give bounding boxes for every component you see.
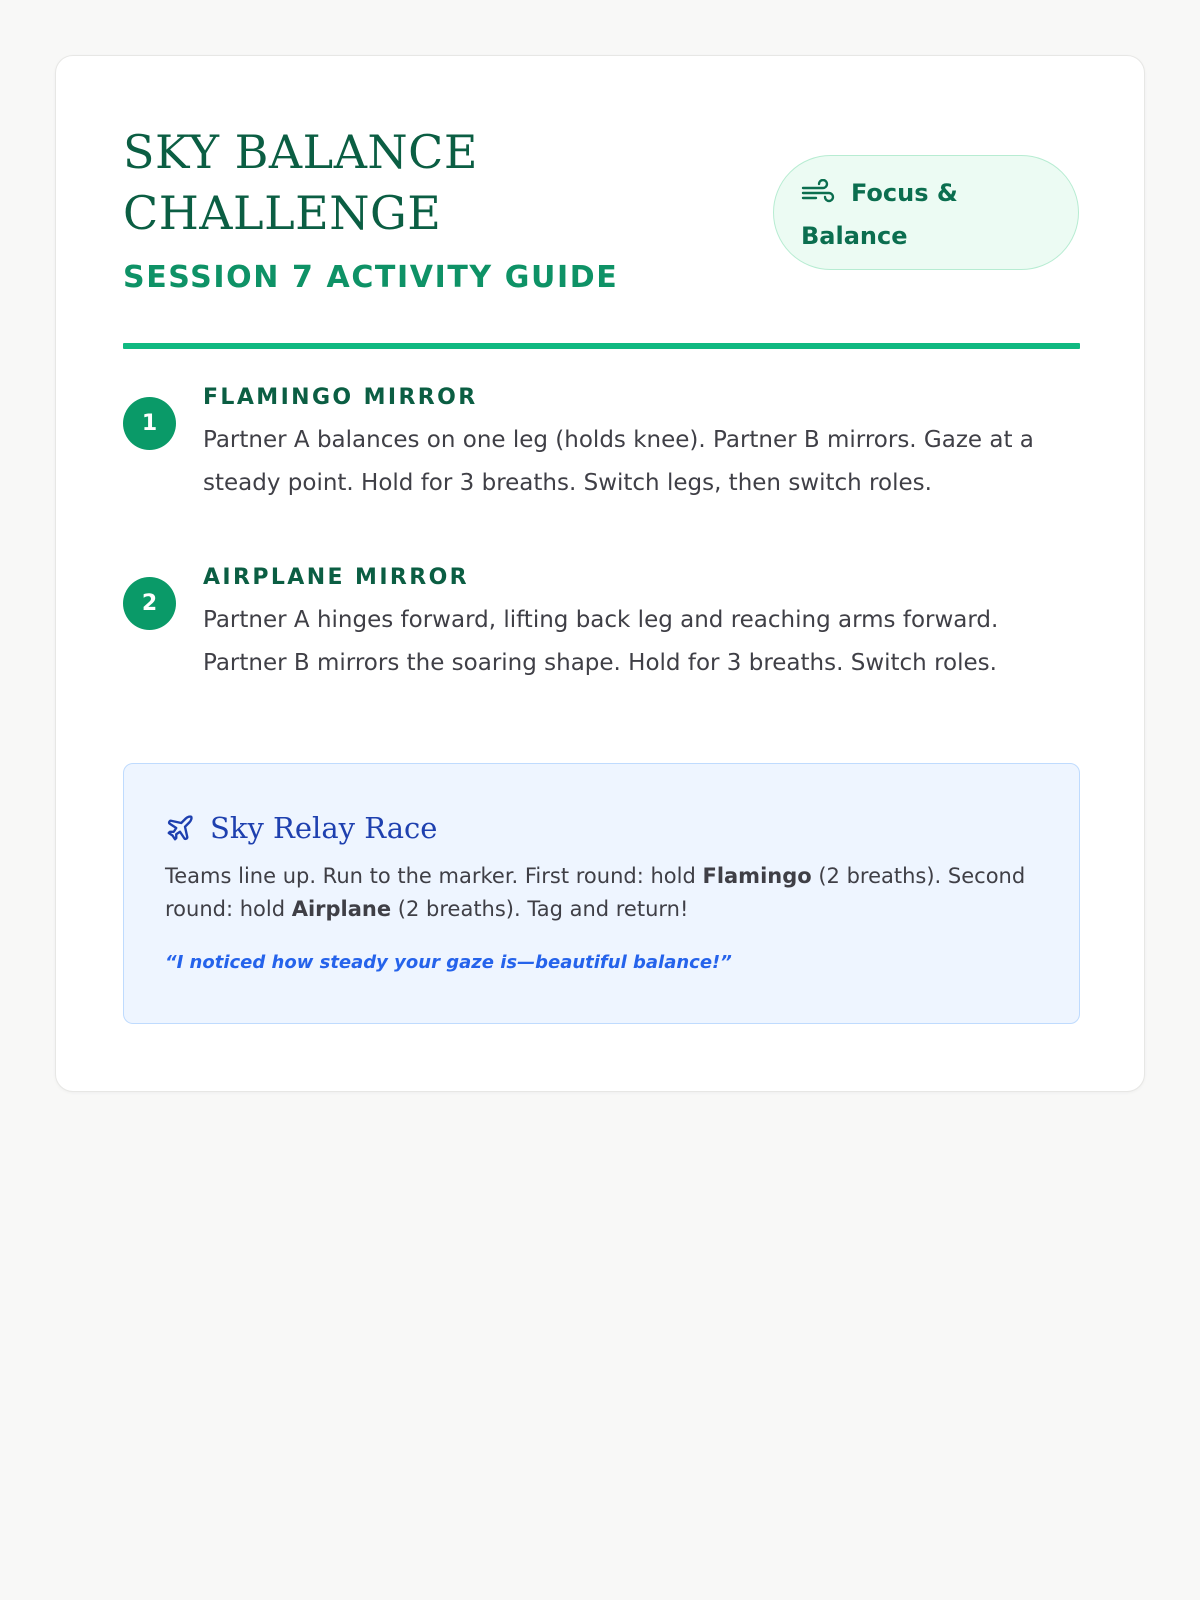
relay-text-part: Teams line up. Run to the marker. First round: hold [165, 864, 703, 888]
step-title: AIRPLANE MIRROR [203, 565, 470, 590]
step-number-badge: 1 [123, 397, 176, 450]
page-subtitle: SESSION 7 ACTIVITY GUIDE [123, 260, 619, 295]
section-divider [123, 343, 1080, 349]
step-number-badge: 2 [123, 577, 176, 630]
relay-title: Sky Relay Race [210, 811, 438, 845]
relay-header [165, 808, 437, 848]
badge-label: Focus & Balance [801, 179, 958, 250]
step-title: FLAMINGO MIRROR [203, 385, 478, 410]
plane-icon [165, 813, 195, 843]
encouragement-quote: “I noticed how steady your gaze is—beautiful balance!” [165, 952, 732, 973]
wind-icon [801, 179, 835, 205]
page-title [123, 122, 703, 244]
title-line-1: SKY BALANCE [123, 125, 478, 179]
relay-description [165, 860, 1045, 926]
focus-balance-badge [773, 155, 1079, 270]
title-line-2: CHALLENGE [123, 186, 442, 240]
step-description: Partner A balances on one leg (holds knee). Partner B mirrors. Gaze at a steady point. Hold for 3 breaths. Switch legs, then switch roles. [203, 427, 1034, 496]
relay-pose-airplane: Airplane [291, 897, 392, 921]
relay-race-panel [123, 763, 1080, 1024]
relay-text-part: (2 breaths). Tag and return! [391, 897, 689, 921]
step-description: Partner A hinges forward, lifting back leg and reaching arms forward. Partner B mirrors the soaring shape. Hold for 3 breaths. Switch roles. [203, 607, 999, 676]
relay-text-part: (2 breaths). Second round: hold [165, 864, 1026, 921]
activity-card [55, 55, 1145, 1092]
relay-pose-flamingo: Flamingo [702, 864, 812, 888]
